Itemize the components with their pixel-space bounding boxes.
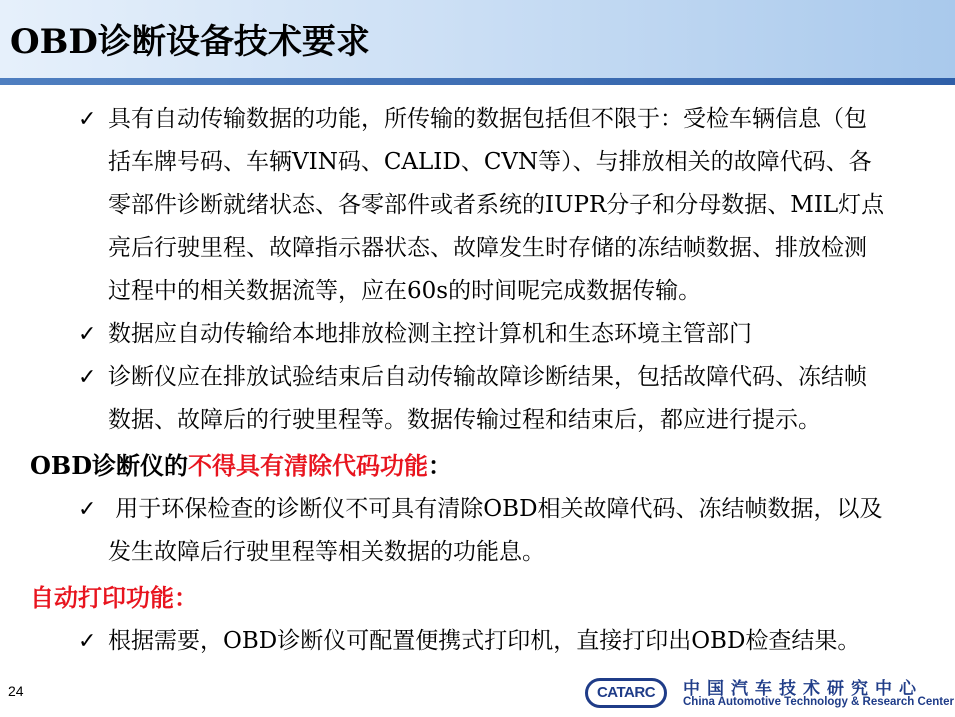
- heading-auto-print: [0, 576, 955, 620]
- heading-highlight: 不得具有清除代码功能: [188, 451, 429, 480]
- bullet-line: 发生故障后行驶里程等相关数据的功能息。: [108, 539, 545, 565]
- bullet-line: 过程中的相关数据流等，应在60s的时间呢完成数据传输。: [108, 278, 702, 304]
- checkmark-icon: ✓: [78, 365, 97, 390]
- bullet-line: 数据应自动传输给本地排放检测主控计算机和生态环境主管部门: [108, 321, 752, 347]
- org-name-cn: 中国汽车技术研究中心: [683, 679, 923, 699]
- heading-prefix: OBD诊断仪的: [30, 451, 189, 480]
- checkmark-icon: ✓: [78, 107, 97, 132]
- bullet-line: 括车牌号码、车辆VIN码、CALID、CVN等）、与排放相关的故障代码、各: [108, 149, 872, 175]
- bullet-no-clear: [0, 488, 955, 574]
- slide-content: [0, 98, 955, 663]
- bullet-line: 零部件诊断就绪状态、各零部件或者系统的IUPR分子和分母数据、MIL灯点: [108, 192, 885, 218]
- slide-title: OBD诊断设备技术要求: [10, 22, 370, 62]
- checkmark-icon: ✓: [78, 497, 97, 522]
- title-bar: [0, 0, 955, 78]
- org-name-en: China Automotive Technology & Research Center: [683, 696, 954, 708]
- page-number: 24: [8, 683, 24, 699]
- bullet-transmit-target: [0, 313, 955, 356]
- catarc-logo-icon: CATARC: [585, 678, 667, 708]
- bullet-line: 数据、故障后的行驶里程等。数据传输过程和结束后，都应进行提示。: [108, 407, 821, 433]
- bullet-line: 具有自动传输数据的功能，所传输的数据包括但不限于：受检车辆信息（包: [108, 106, 867, 132]
- bullet-auto-transmit: [0, 98, 955, 313]
- heading-suffix: ：: [428, 451, 453, 480]
- heading-no-clear-codes: [0, 444, 955, 488]
- checkmark-icon: ✓: [78, 322, 97, 347]
- bullet-line: 诊断仪应在排放试验结束后自动传输故障诊断结果，包括故障代码、冻结帧: [108, 364, 867, 390]
- org-logo: [585, 672, 954, 714]
- checkmark-icon: ✓: [78, 629, 97, 654]
- bullet-line: 根据需要，OBD诊断仪可配置便携式打印机，直接打印出OBD检查结果。: [108, 628, 861, 654]
- heading-highlight: 自动打印功能：: [30, 583, 198, 612]
- bullet-line: 亮后行驶里程、故障指示器状态、故障发生时存储的冻结帧数据、排放检测: [108, 235, 867, 261]
- bullet-printer: [0, 620, 955, 663]
- bullet-line: 用于环保检查的诊断仪不可具有清除OBD相关故障代码、冻结帧数据，以及: [108, 496, 883, 522]
- title-divider: [0, 78, 955, 85]
- bullet-diagnosis-result: [0, 356, 955, 442]
